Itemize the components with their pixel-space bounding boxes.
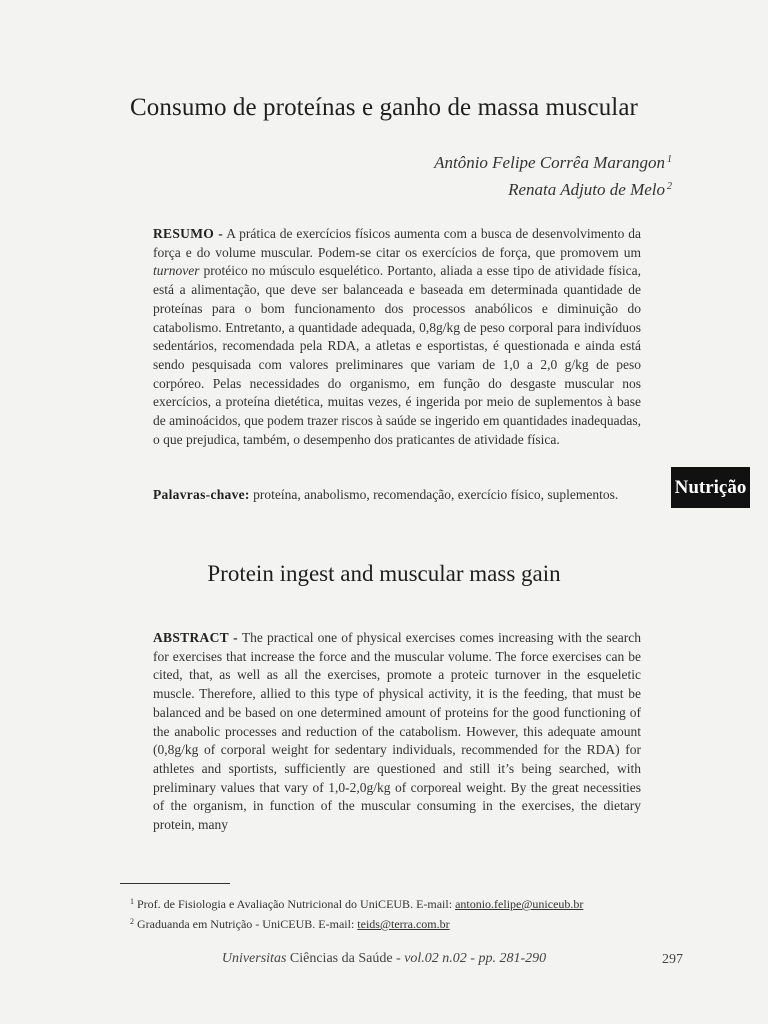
footnote-1 [130,893,583,913]
english-title: Protein ingest and muscular mass gain [207,561,561,586]
resumo-lead: RESUMO - [153,226,224,241]
footnote-divider [120,883,230,884]
abstract-section [153,629,641,835]
resumo-section [153,225,641,449]
footer-journal-rest: Ciências da Saúde - [286,951,405,966]
author-1 [434,148,672,175]
author-1-mark: 1 [667,154,672,165]
page-number: 297 [662,952,683,967]
keywords-text: proteína, anabolismo, recomendação, exercício físico, suplementos. [249,487,619,502]
author-list [434,148,672,202]
resumo-paragraph [153,225,641,449]
footnote-2-email[interactable]: teids@terra.com.br [357,917,450,931]
section-tab-label: Nutrição [671,467,750,508]
footnote-2 [130,913,583,933]
keywords-lead: Palavras-chave: [153,487,250,502]
resumo-text-1: A prática de exercícios físicos aumenta com a busca de desenvolvimento da força e do volume muscular. Podem-se citar os exercícios de força, que promovem um [153,226,641,260]
footnote-1-email[interactable]: antonio.felipe@uniceub.br [455,897,584,911]
footnote-2-text: Graduanda em Nutrição - UniCEUB. E-mail: [137,917,358,931]
footnotes [130,893,583,933]
abstract-lead: ABSTRACT - [153,630,238,645]
footer-issue: vol.02 n.02 - pp. 281-290 [404,951,547,966]
author-2 [434,175,672,202]
footer-journal-italic: Universitas [221,951,287,966]
footnote-1-text: Prof. de Fisiologia e Avaliação Nutricional do UniCEUB. E-mail: [137,897,456,911]
author-1-name: Antônio Felipe Corrêa Marangon [434,153,665,172]
resumo-italic-term: turnover [153,263,200,279]
keywords-paragraph [153,486,641,505]
footnote-2-mark: 2 [130,917,134,926]
resumo-text-2: protéico no músculo esquelético. Portanto, aliada a esse tipo de atividade física, está a alimentação, que deve ser balanceada e baseada em determinada quantidade de proteínas para o bom funcionamento dos processos anabólicos e diminuição do catabolismo. Entretanto, a quantidade adequada, 0,8g/kg de peso corporal para indivíduos sedentários, recomendada pela RDA, a atletas e esportistas, é questionada e ainda está sendo pesquisada com valores preliminares que variam de 1,0 a 2,0 g/kg de peso corpóreo. Pelas necessidades do organismo, em função do desgaste muscular nos exercícios, a proteína dietética, muitas vezes, é ingerida por meio de suplementos à base de aminoácidos, que podem trazer riscos à saúde se ingerido em quantidades inadequadas, o que prejudica, também, o desempenho dos praticantes de atividade física. [153,263,641,447]
footnote-1-mark: 1 [130,897,134,906]
abstract-paragraph [153,629,641,835]
article-title: Consumo de proteínas e ganho de massa muscular [130,94,638,121]
author-2-mark: 2 [667,181,672,192]
running-footer [0,951,768,967]
abstract-text: The practical one of physical exercises comes increasing with the search for exercises that increase the force and the muscular volume. The force exercises can be cited, that, as well as all the exercises, promote a proteic turnover in the esqueletic muscle. Therefore, allied to this type of physical activity, it is the feeding, that must be balanced and be based on one determined amount of proteins for the good functioning of the anabolic processes and reduction of the catabolism. However, this adequate amount (0,8g/kg of corporal weight for sedentary individuals, recommended for the RDA) for athletes and sportists, sufficiently are questioned and still it’s being searched, with preliminary values that vary of 1,0-2,0g/kg of corporeal weight. By the great necessities of the organism, in function of the muscular consuming in the exercises, the dietary protein, many [153,630,641,833]
author-2-name: Renata Adjuto de Melo [508,180,665,199]
keywords-section [153,486,641,505]
